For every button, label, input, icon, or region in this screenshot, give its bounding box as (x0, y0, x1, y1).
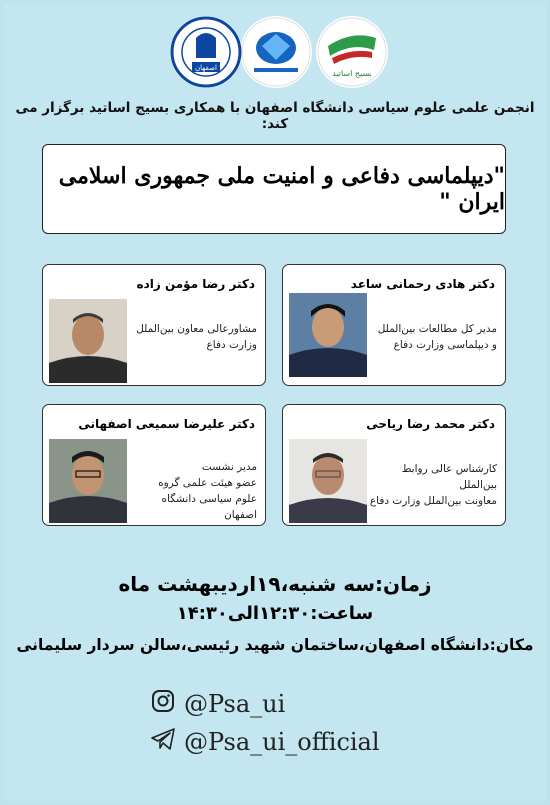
event-date: زمان:سه شنبه،۱۹اردیبهشت ماه (118, 572, 432, 596)
organizer-headline: انجمن علمی علوم سیاسی دانشگاه اصفهان با همکاری بسیج اساتید برگزار می کند: (15, 100, 535, 132)
speaker-role: مدیر کل مطالعات بین‌الملل و دیپلماسی وزارت دفاع (377, 323, 497, 351)
speaker-photo (289, 439, 367, 523)
speaker-card (42, 264, 266, 386)
speaker-name: دکتر علیرضا سمیعی اصفهانی (78, 417, 255, 431)
svg-text:اصفهان: اصفهان (195, 64, 217, 72)
event-title: "دیپلماسی دفاعی و امنیت ملی جمهوری اسلامی ایران " (58, 163, 505, 215)
telegram-handle[interactable]: @Psa_ui_official (184, 728, 380, 756)
event-place: مکان:دانشگاه اصفهان،ساختمان شهید رئیسی،سالن سردار سلیمانی (16, 636, 534, 654)
university-of-isfahan-logo (170, 16, 242, 88)
event-title-box (42, 144, 506, 234)
speaker-name: دکتر محمد رضا ریاحی (366, 417, 495, 431)
speaker-photo (49, 439, 127, 523)
speaker-photo (289, 293, 367, 377)
speaker-card (42, 404, 266, 526)
speaker-role: مدیر نشست عضو هیئت علمی گروه علوم سیاسی دانشگاه اصفهان (158, 461, 257, 521)
speaker-card (282, 404, 506, 526)
political-science-association-logo (240, 16, 312, 88)
basij-asatid-logo (316, 16, 388, 88)
instagram-icon (150, 688, 176, 720)
speaker-name: دکتر رضا مؤمن زاده (136, 277, 255, 291)
speaker-role: کارشناس عالی روابط بین‌الملل معاونت بین‌الملل وزارت دفاع (369, 463, 497, 507)
speaker-card (282, 264, 506, 386)
svg-text:بسیج اساتید: بسیج اساتید (332, 69, 372, 78)
instagram-handle-row (150, 688, 285, 720)
event-time: ساعت:۱۲:۳۰الی۱۴:۳۰ (176, 603, 374, 624)
speaker-name: دکتر هادی رحمانی ساعد (350, 277, 495, 291)
speaker-role: مشاورعالی معاون بین‌الملل وزارت دفاع (136, 323, 257, 351)
telegram-handle-row (150, 726, 380, 758)
speaker-photo (49, 299, 127, 383)
telegram-icon (150, 726, 176, 758)
instagram-handle[interactable]: @Psa_ui (184, 690, 286, 718)
